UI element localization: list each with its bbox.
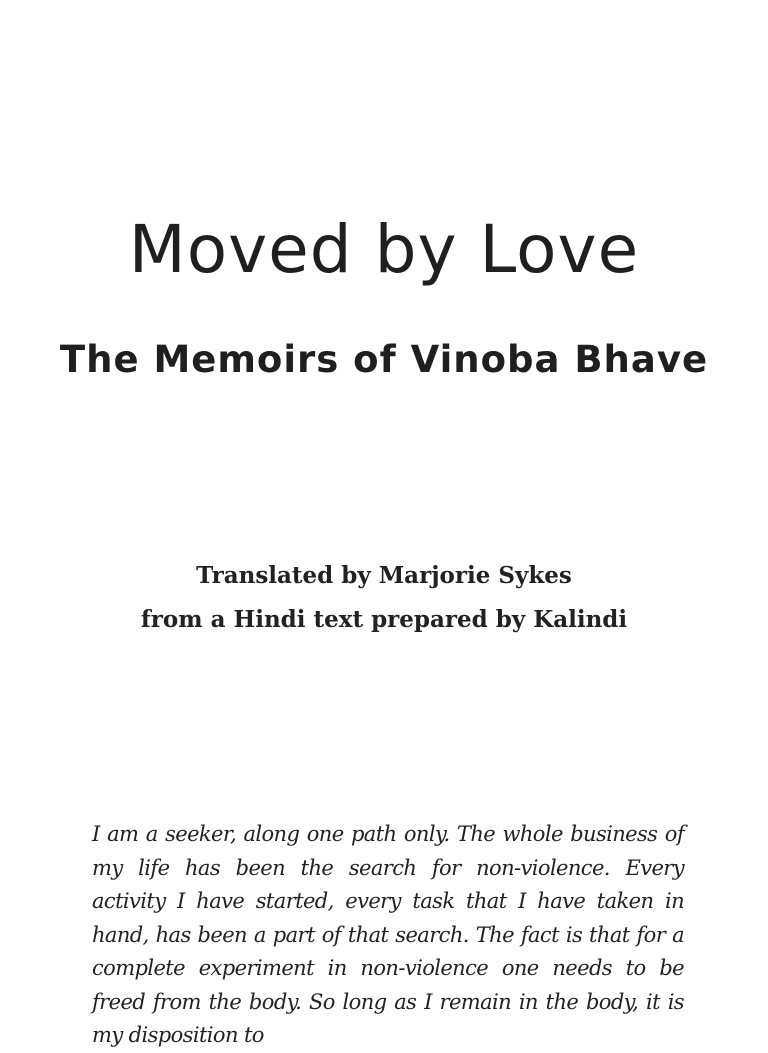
book-subtitle: The Memoirs of Vinoba Bhave — [59, 338, 709, 381]
book-title: Moved by Love — [128, 211, 640, 288]
source-text-line: from a Hindi text prepared by Kalindi — [140, 606, 628, 633]
translation-credits — [0, 554, 768, 642]
translator-line: Translated by Marjorie Sykes — [196, 562, 572, 589]
epigraph-quote: I am a seeker, along one path only. The whole business of my life has been the search for non-violence. Every activity I have started, every task that I have taken in hand, has been a part of that search. The fact is that for a complete experiment in non-violence one needs to be freed from the body. So long as I remain in the body, it is my disposition to — [92, 822, 684, 1047]
